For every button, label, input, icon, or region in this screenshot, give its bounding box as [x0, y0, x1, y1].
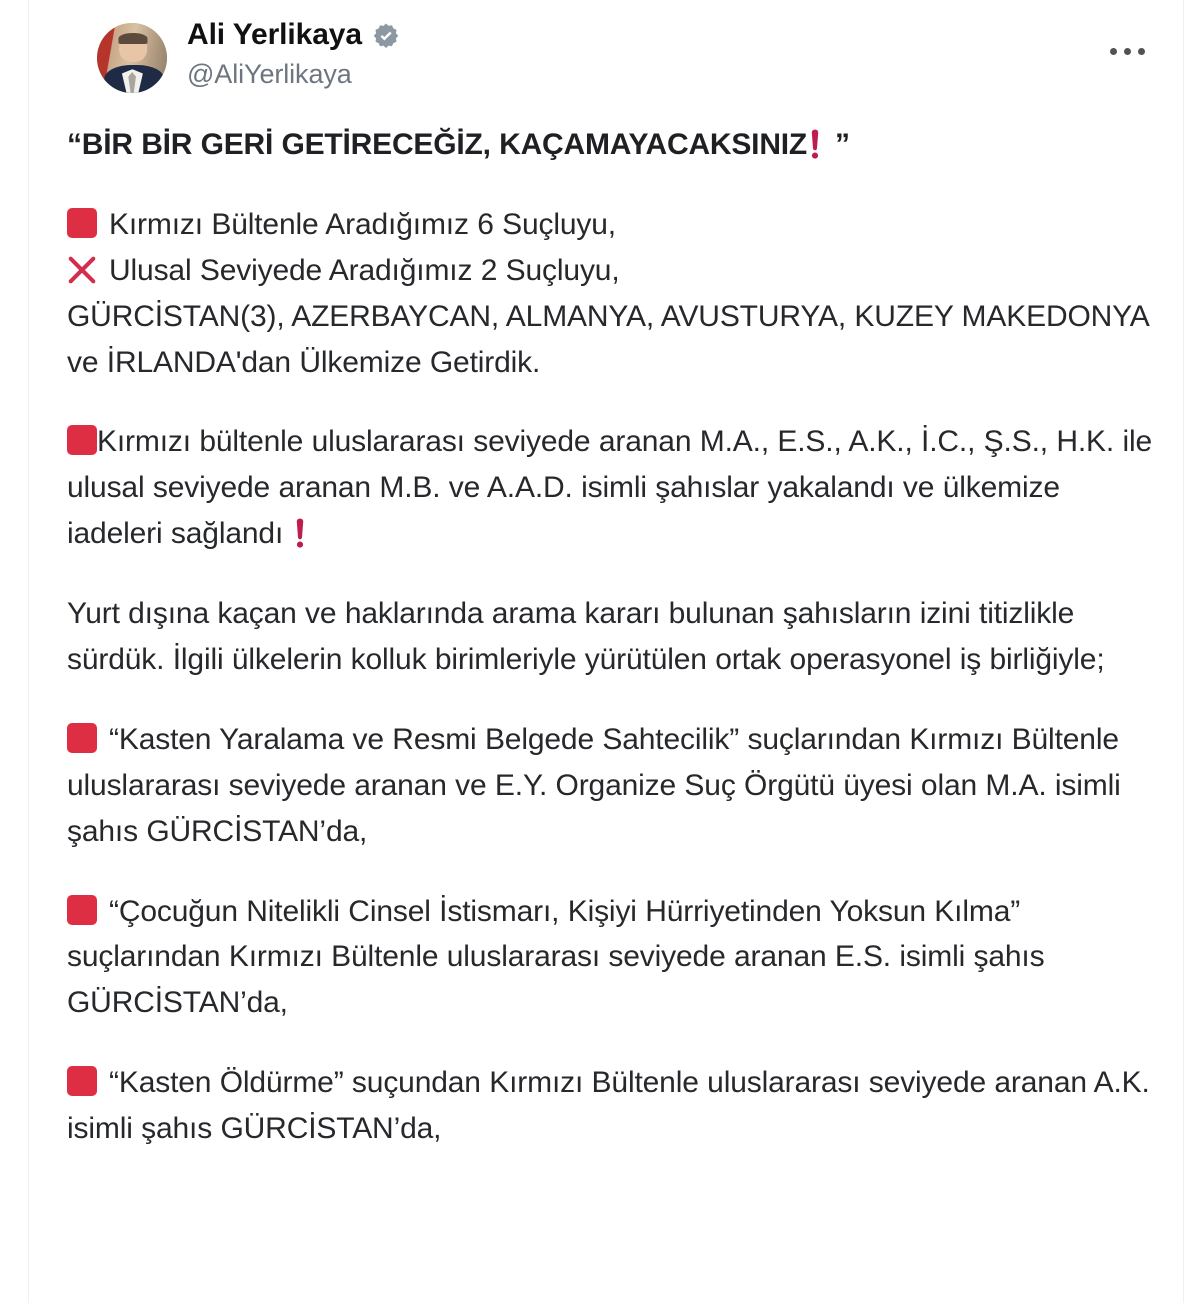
tweet-header	[67, 18, 1157, 108]
tweet-block-2	[67, 419, 1157, 557]
tweet-block-4-text: “Kasten Yaralama ve Resmi Belgede Sahtecilik” suçlarından Kırmızı Bültenle uluslararası seviyede aranan ve E.Y. Organize Suç Örgütü üyesi olan M.A. isimli şahıs GÜRCİSTAN’da,	[67, 722, 1121, 848]
red-square-icon	[67, 895, 97, 925]
avatar[interactable]	[97, 23, 167, 93]
avatar-hair	[118, 33, 147, 44]
tweet-block-6	[67, 1060, 1157, 1152]
tweet-block-1-line-3: GÜRCİSTAN(3), AZERBAYCAN, ALMANYA, AVUSTURYA, KUZEY MAKEDONYA ve İRLANDA'dan Ülkemize Getirdik.	[67, 299, 1148, 379]
tweet-card	[28, 0, 1184, 1303]
tweet-block-4	[67, 717, 1157, 855]
paragraph-spacer	[67, 168, 1157, 202]
more-dot-1	[1110, 48, 1117, 55]
red-square-icon	[67, 1066, 97, 1096]
exclamation-mark-icon	[807, 128, 823, 160]
tweet-block-5	[67, 889, 1157, 1027]
red-square-icon	[67, 723, 97, 753]
tweet-block-6-text: “Kasten Öldürme” suçundan Kırmızı Bültenle uluslararası seviyede aranan A.K. isimli şahıs GÜRCİSTAN’da,	[67, 1066, 1150, 1146]
tweet-block-3: Yurt dışına kaçan ve haklarında arama kararı bulunan şahısların izini titizlikle sürdük. İlgili ülkelerin kolluk birimleriyle yürütülen ortak operasyonel iş birliğiyle;	[67, 597, 1105, 677]
cross-mark-icon	[67, 253, 97, 283]
author-name-block	[187, 18, 400, 90]
paragraph-spacer	[67, 1026, 1157, 1060]
author-handle[interactable]: @AliYerlikaya	[187, 59, 352, 89]
red-square-icon	[67, 208, 97, 238]
author-display-name[interactable]: Ali Yerlikaya	[187, 18, 362, 51]
tweet-block-1-line-1-text: Kırmızı Bültenle Aradığımız 6 Suçluyu,	[109, 207, 616, 241]
tweet-block-1-line-2-text: Ulusal Seviyede Aradığımız 2 Suçluyu,	[109, 253, 620, 287]
paragraph-spacer	[67, 385, 1157, 419]
paragraph-spacer	[67, 683, 1157, 717]
tweet-block-2-text: Kırmızı bültenle uluslararası seviyede aranan M.A., E.S., A.K., İ.C., Ş.S., H.K. ile ulusal seviyede aranan M.B. ve A.A.D. isimli şahıslar yakalandı ve ülkemize iadeleri sağlandı	[67, 425, 1153, 551]
more-dot-3	[1138, 48, 1145, 55]
tweet-headline-close-quote: ”	[835, 128, 850, 161]
tweet-headline-text: “BİR BİR GERİ GETİRECEĞİZ, KAÇAMAYACAKSINIZ	[67, 128, 808, 161]
tweet-block-5-text: “Çocuğun Nitelikli Cinsel İstismarı, Kişiyi Hürriyetinden Yoksun Kılma” suçlarından Kırmızı Bültenle uluslararası seviyede aranan E.S. isimli şahıs GÜRCİSTAN’da,	[67, 894, 1045, 1020]
tweet-block-1-line-1	[67, 202, 1157, 248]
author-name-row	[187, 20, 400, 50]
exclamation-mark-icon	[292, 517, 308, 549]
tweet-headline	[67, 122, 1157, 168]
paragraph-spacer	[67, 557, 1157, 591]
red-square-icon	[67, 425, 97, 455]
tweet-block-1-line-2	[67, 248, 1157, 294]
verified-badge-icon[interactable]	[372, 22, 400, 50]
tweet-body	[67, 122, 1157, 1152]
more-dot-2	[1124, 48, 1131, 55]
more-options-icon[interactable]	[1101, 34, 1153, 68]
paragraph-spacer	[67, 855, 1157, 889]
tweet-block-1	[67, 202, 1157, 386]
